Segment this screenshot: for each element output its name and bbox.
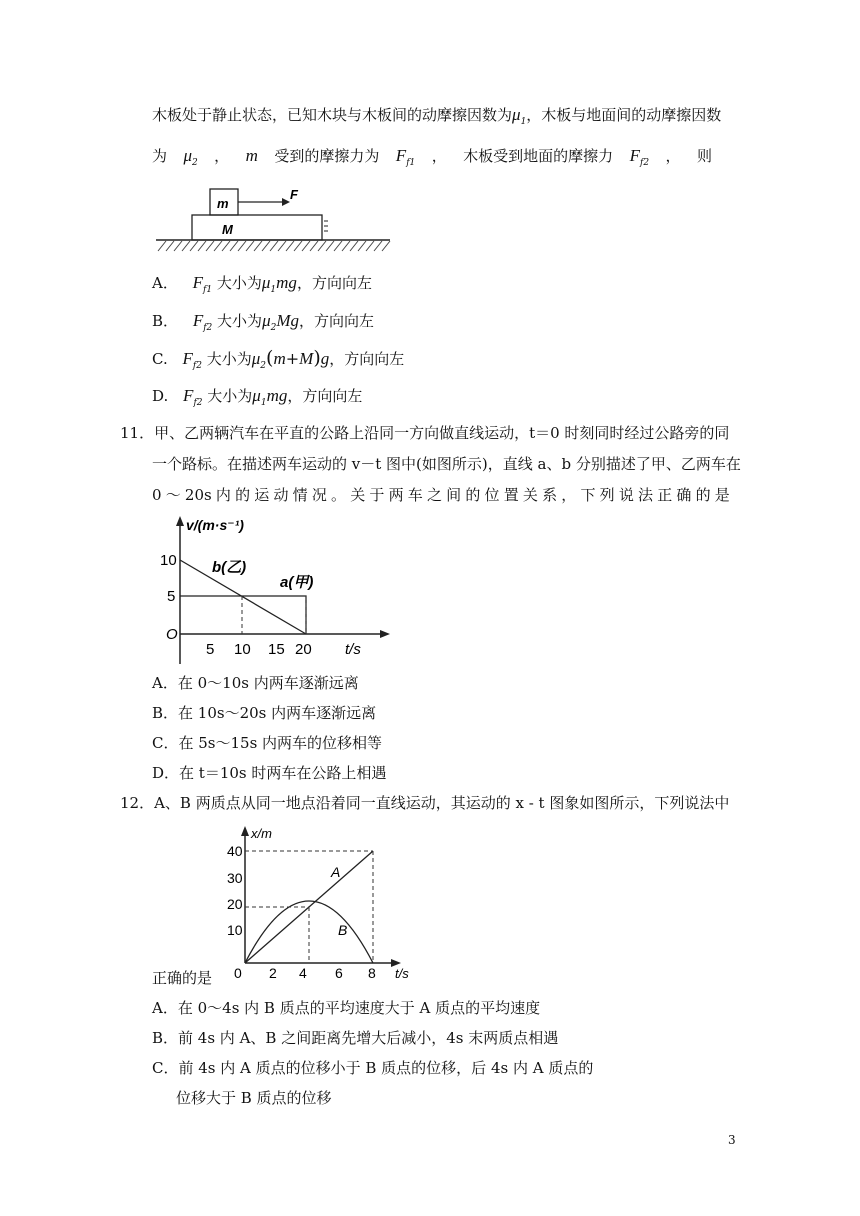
q11-line3-char: 列 (599, 486, 615, 504)
q10-line1: 木板处于静止状态，已知木块与木板间的动摩擦因数为$\mu_1$，木板与地面间的动摩擦因数 (152, 105, 722, 127)
q12-option-c: C．前 4s 内 A 质点的位移小于 B 质点的位移，后 4s 内 A 质点的 (152, 1059, 594, 1077)
q12-option-a: A．在 0～4s 内 B 质点的平均速度大于 A 质点的平均速度 (152, 999, 541, 1017)
label-M: M (222, 222, 233, 237)
q11-line3-char: 说 (618, 486, 634, 504)
xt-ytick-30: 30 (227, 870, 243, 886)
q11-line3-char: 系 (542, 486, 558, 504)
q11-line3-char: 法 (638, 486, 654, 504)
label-m: m (217, 196, 229, 211)
q12-option-c-cont: 位移大于 B 质点的位移 (176, 1089, 332, 1107)
q11-line3-char: 的 (695, 486, 711, 504)
q12-line-after: 正确的是 (152, 969, 213, 987)
q11-line3-char: 位 (484, 486, 500, 504)
q10-line2: 为 $\mu_2$ ， m 受到的摩擦力为 $F_{f1}$ ， 木板受到地面的摩擦力 $F_{f2}$ ， 则 (152, 146, 712, 168)
q11-line3-char: 两 (388, 486, 404, 504)
q11-line3-char: 关 (522, 486, 538, 504)
q11-line3-char: 20s (184, 486, 212, 504)
q11-line3-char: 间 (446, 486, 462, 504)
q11-line3-char: 情 (292, 486, 308, 504)
vt-ytick-10: 10 (160, 552, 177, 569)
q11-line3-char: 正 (657, 486, 673, 504)
q11-line3-char: 车 (407, 486, 423, 504)
xt-xtick-0: 0 (234, 965, 242, 981)
q11-option-c: C．在 5s～15s 内两车的位移相等 (152, 734, 383, 752)
vt-xtick-20: 20 (295, 641, 312, 658)
q11-line3-char: 置 (503, 486, 519, 504)
q11-line3-char: 内 (215, 486, 231, 504)
q11-line3-char: 于 (369, 486, 385, 504)
label-F: F (290, 187, 298, 202)
xt-xlabel: t/s (395, 966, 409, 981)
xt-label-A: A (331, 864, 341, 880)
q11-line3-char: 动 (273, 486, 289, 504)
vt-label-b: b(乙) (212, 559, 247, 576)
vt-label-a: a(甲) (280, 574, 314, 591)
q11-line3-char: 确 (676, 486, 692, 504)
board-M (192, 215, 322, 240)
page-number: 3 (728, 1133, 736, 1147)
q11-line3-char: 运 (254, 486, 270, 504)
xt-xtick-2: 2 (269, 965, 277, 981)
q11-line3-char: 下 (580, 486, 596, 504)
q11-option-a: A．在 0～10s 内两车逐渐远离 (152, 674, 359, 692)
vt-xlabel: t/s (345, 641, 361, 658)
q11-line1: 11．甲、乙两辆汽车在平直的公路上沿同一方向做直线运动，t＝0 时刻同时经过公路旁的同 (120, 424, 730, 442)
q10-option-d: D. $F_{f2}$ 大小为$\mu_1mg$，方向向左 (152, 386, 363, 408)
q10-option-b: B． $F_{f2}$ 大小为$\mu_2Mg$，方向向左 (152, 311, 375, 333)
xt-xtick-8: 8 (368, 965, 376, 981)
xt-ylabel: x/m (251, 826, 272, 841)
q11-option-d: D．在 t＝10s 时两车在公路上相遇 (152, 764, 387, 782)
q11-option-b: B．在 10s～20s 内两车逐渐远离 (152, 704, 377, 722)
vt-xtick-15: 15 (268, 641, 285, 658)
vt-line-a (180, 596, 306, 634)
q11-line3-char: 的 (465, 486, 481, 504)
q12-option-b: B．前 4s 内 A、B 之间距离先增大后减小，4s 末两质点相遇 (152, 1029, 559, 1047)
xt-ytick-40: 40 (227, 843, 243, 859)
xt-chart (225, 820, 425, 980)
q11-line3-char: 况 (311, 486, 327, 504)
vt-ytick-5: 5 (167, 588, 176, 605)
xt-label-B: B (338, 922, 348, 938)
q11-line2: 一个路标。在描述两车运动的 v－t 图中(如图所示)，直线 a、b 分别描述了甲、乙两车在 (152, 455, 741, 473)
q11-line3-char: 0 (152, 486, 162, 504)
vt-origin: O (166, 626, 178, 643)
q11-line3 (152, 483, 730, 507)
q11-line3-char: ， (561, 486, 577, 504)
q11-line3-char: 是 (714, 486, 730, 504)
vt-ylabel: v/(m·s⁻¹) (186, 517, 244, 533)
xt-ytick-20: 20 (227, 896, 243, 912)
vt-chart (150, 512, 400, 670)
q11-line3-char: 。 (331, 486, 347, 504)
xt-ytick-10: 10 (227, 922, 243, 938)
q11-line3-char: 之 (426, 486, 442, 504)
vt-xtick-10: 10 (234, 641, 251, 658)
q10-option-c: C. $F_{f2}$ 大小为$\mu_2(m+M)g$，方向向左 (152, 347, 405, 371)
q12-line1: 12．A、B 两质点从同一地点沿着同一直线运动，其运动的 x - t 图象如图所示，下列说法中 (120, 794, 730, 812)
vt-xtick-5: 5 (206, 641, 215, 658)
xt-xtick-6: 6 (335, 965, 343, 981)
q11-line3-char: 关 (350, 486, 366, 504)
block-diagram (150, 185, 395, 260)
q11-line3-char: 的 (235, 486, 251, 504)
q10-option-a: A． $F_{f1}$ 大小为$\mu_1mg$，方向向左 (152, 273, 372, 295)
xt-xtick-4: 4 (299, 965, 307, 981)
q11-line3-char: ～ (165, 486, 181, 504)
